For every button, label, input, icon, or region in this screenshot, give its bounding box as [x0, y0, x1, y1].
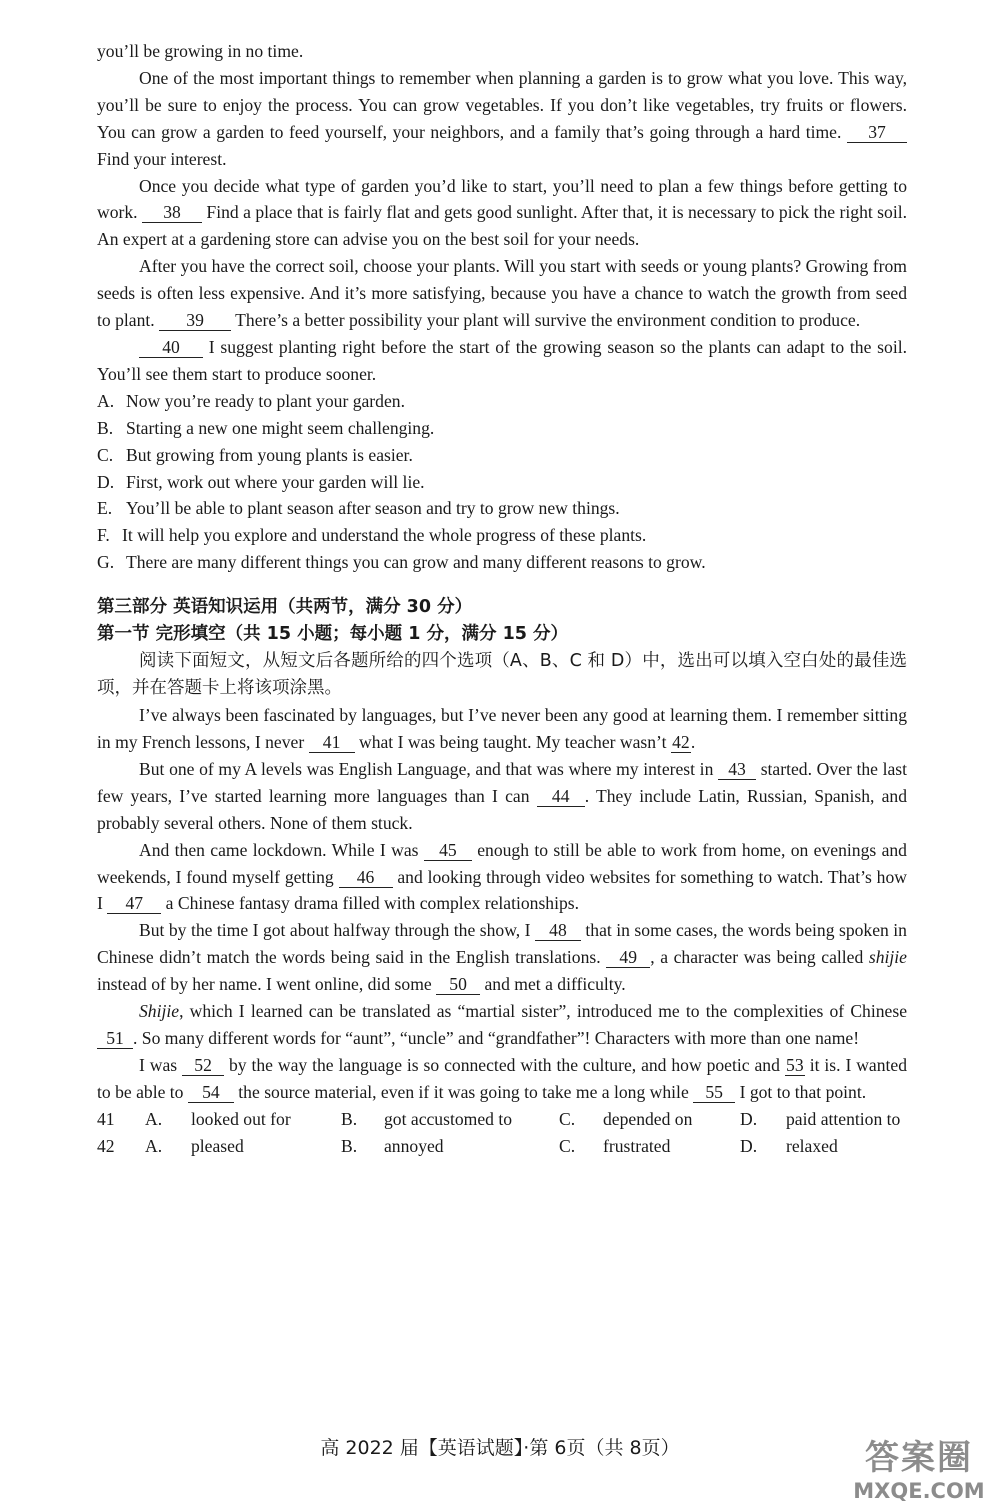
- blank-48: 48: [535, 920, 581, 941]
- blank-40: 40: [139, 337, 203, 358]
- blank-54: 54: [188, 1082, 234, 1103]
- passage-paragraph: One of the most important things to remember when planning a garden is to grow what you love. This way, you’ll be sure to enjoy the process. You can grow vegetables. If you don’t like vegetables, try fruits or flowers. You can grow a garden to feed yourself, your neighbors, and a family that’s going through a hard time. 37 Find your interest.: [97, 67, 907, 169]
- blank-53: 53: [786, 1054, 804, 1075]
- instructions: 阅读下面短文，从短文后各题所给的四个选项（A、B、C 和 D）中，选出可以填入空白处的最佳选项，并在答题卡上将该项涂黑。: [97, 651, 907, 699]
- question-number: 42: [97, 1135, 115, 1156]
- option-f: F. It will help you explore and understand the whole progress of these plants.: [97, 525, 647, 546]
- cloze-paragraph: I’ve always been fascinated by languages, but I’ve never been any good at learning them. I remember sitting in my French lessons, I never 41 what I was being taught. My teacher wasn’t 42.: [97, 705, 907, 753]
- subsection-title: 第一节 完形填空（共 15 小题；每小题 1 分，满分 15 分）: [97, 624, 569, 645]
- blank-44: 44: [537, 786, 585, 807]
- question-42-choices: 42 A. pleased B. annoyed C. frustrated D. relaxed: [97, 1133, 907, 1160]
- blank-52: 52: [182, 1055, 224, 1076]
- blank-47: 47: [107, 893, 161, 914]
- cloze-paragraph: And then came lockdown. While I was 45 enough to still be able to work from home, on evenings and weekends, I found myself getting 46 and looking through video websites for something to watch. That’s how I 47 a Chinese fantasy drama filled with complex relationships.: [97, 839, 907, 914]
- passage-paragraph: 40 I suggest planting right before the start of the growing season so the plants can adapt to the soil. You’ll see them start to produce sooner.: [97, 336, 907, 384]
- cloze-paragraph: But one of my A levels was English Language, and that was where my interest in 43 started. Over the last few years, I’ve started learning more languages than I can 44 . They include Latin, Russian, Spanish, and probably several others. None of them stuck.: [97, 758, 908, 833]
- section-title: 第三部分 英语知识运用（共两节，满分 30 分）: [97, 597, 473, 618]
- passage-paragraph: After you have the correct soil, choose your plants. Will you start with seeds or young plants? Growing from seeds is often less expensive. And it’s more satisfying, because you have a chance to watch the growth from seed to plant. 39 There’s a better possibility your plant will survive the environment condition to produce.: [97, 256, 907, 331]
- question-41-choices: 41 A. looked out for B. got accustomed to C. depended on D. paid attention to: [97, 1106, 907, 1133]
- option-c: C. But growing from young plants is easier.: [97, 444, 413, 465]
- blank-50: 50: [436, 974, 480, 995]
- blank-55: 55: [693, 1082, 735, 1103]
- option-g: G. There are many different things you can grow and many different reasons to grow.: [97, 552, 706, 573]
- blank-46: 46: [339, 867, 393, 888]
- cloze-paragraph: But by the time I got about halfway through the show, I 48 that in some cases, the words being spoken in Chinese didn’t match the words being said in the English translations. 49 , a character was being called shijie instead of by her name. I went online, did some 50 and met a difficulty.: [97, 920, 907, 995]
- option-b: B. Starting a new one might seem challenging.: [97, 417, 435, 438]
- passage-paragraph: Once you decide what type of garden you’d like to start, you’ll need to plan a few things before getting to work. 38 Find a place that is fairly flat and gets good sunlight. After that, it is necessary to pick the right soil. An expert at a gardening store can advise you on the best soil for your needs.: [97, 175, 907, 250]
- blank-41: 41: [309, 732, 355, 753]
- cloze-paragraph: I was 52 by the way the language is so connected with the culture, and how poetic and 53 it is. I wanted to be able to 54 the source material, even if it was going to take me a long while 55 I got to that point.: [97, 1054, 908, 1102]
- cloze-paragraph: Shijie, which I learned can be translated as “martial sister”, introduced me to the complexities of Chinese 51 . So many different words for “aunt”, “uncle” and “grandfather”! Characters with more than one name!: [97, 998, 907, 1052]
- blank-51: 51: [97, 1028, 133, 1049]
- site-logo: [844, 1430, 994, 1503]
- page-content: [97, 38, 907, 1160]
- blank-49: 49: [606, 947, 650, 968]
- logo-title: 答案圈: [865, 1438, 973, 1478]
- option-e: E. You’ll be able to plant season after season and try to grow new things.: [97, 498, 620, 519]
- question-number: 41: [97, 1108, 115, 1129]
- blank-42: 42: [672, 732, 690, 753]
- blank-43: 43: [718, 759, 756, 780]
- passage-line: you’ll be growing in no time.: [97, 41, 304, 61]
- logo-domain: MXQE.COM: [853, 1479, 985, 1503]
- option-d: D. First, work out where your garden will lie.: [97, 471, 425, 492]
- options-list: [97, 388, 907, 576]
- blank-45: 45: [424, 840, 472, 861]
- page-footer: 高 2022 届【英语试题】·第 6页（共 8页）: [320, 1437, 680, 1459]
- option-a: A. Now you’re ready to plant your garden.: [97, 390, 405, 411]
- blank-39: 39: [159, 310, 231, 331]
- blank-38: 38: [142, 202, 202, 223]
- blank-37: 37: [847, 122, 907, 143]
